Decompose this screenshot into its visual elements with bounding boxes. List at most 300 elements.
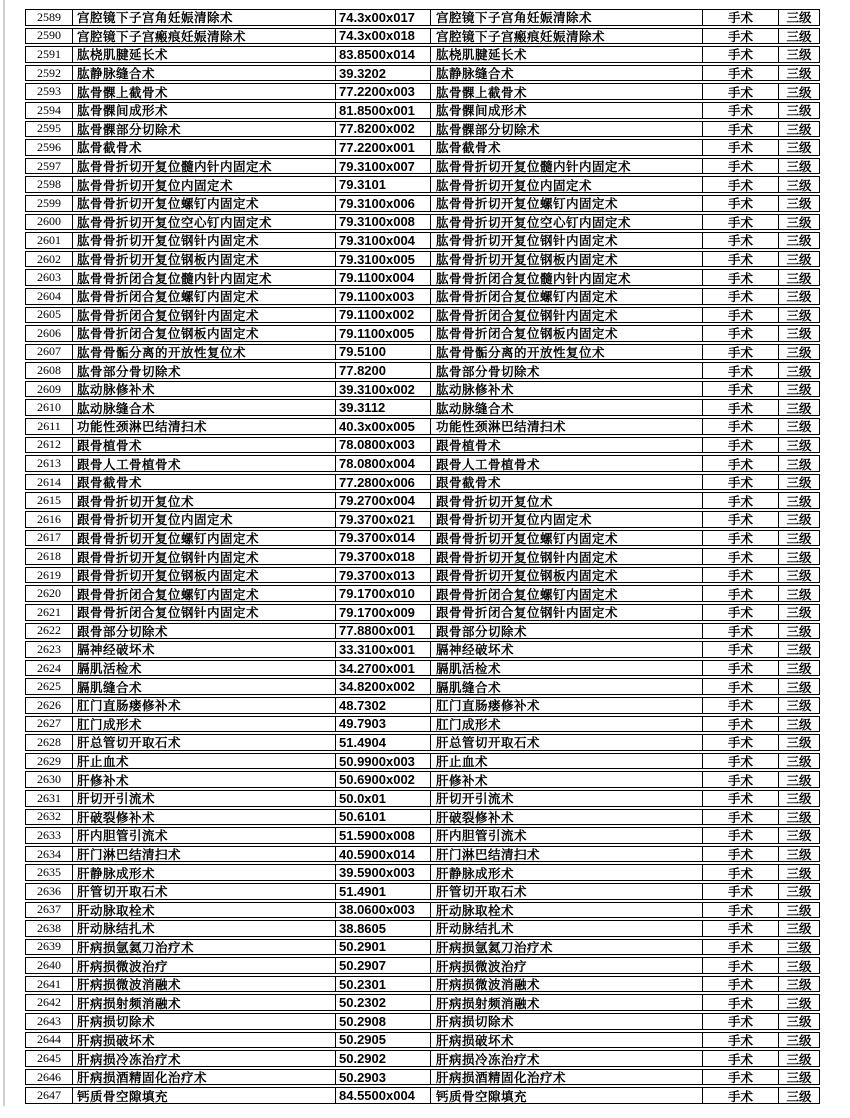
procedure-code: 39.3112 [335,400,430,415]
procedure-name-repeat: 肱骨骨骺分离的开放性复位术 [430,345,702,360]
category-cell: 手术 [702,103,778,118]
level-cell: 三级 [778,549,819,564]
row-number: 2620 [37,586,61,601]
level-cell: 三级 [778,1051,819,1066]
row-number: 2596 [37,140,61,154]
category-cell: 手术 [702,1014,778,1029]
procedure-name-repeat: 肱骨髁间成形术 [430,103,702,118]
category-cell: 手术 [702,1033,778,1048]
procedure-code: 79.5100 [335,345,430,360]
row-number: 2594 [37,102,61,117]
category-cell: 手术 [702,679,778,694]
procedure-code: 79.1700x009 [335,605,430,620]
table-row [25,864,820,881]
procedure-code: 50.6900x002 [335,772,430,787]
procedure-name: 肝病损破坏术 [72,1033,335,1048]
procedure-name: 宫腔镜下子宫角妊娠清除术 [72,10,335,25]
row-number: 2642 [37,995,61,1010]
procedure-name-repeat: 肱骨骨折切开复位钢针内固定术 [430,233,702,248]
procedure-name-repeat: 肝管切开取石术 [430,884,702,899]
procedure-code: 79.3100x005 [335,252,430,267]
level-cell: 三级 [778,122,819,137]
category-cell: 手术 [702,717,778,732]
table-row [25,307,820,324]
level-cell: 三级 [778,512,819,527]
procedure-name-repeat: 肝病损破坏术 [430,1033,702,1048]
category-cell: 手术 [702,958,778,973]
procedure-name-repeat: 肱桡肌腱延长术 [430,47,702,62]
level-cell: 三级 [778,233,819,248]
procedure-name-repeat: 肱骨骨折切开复位空心钉内固定术 [430,215,702,230]
procedure-name-repeat: 肱骨骨折切开复位螺钉内固定术 [430,196,702,211]
procedure-name-repeat: 跟骨部分切除术 [430,624,702,639]
level-cell: 三级 [778,531,819,546]
procedure-code: 77.8800x001 [335,624,430,639]
level-cell: 三级 [778,1070,819,1085]
level-cell: 三级 [778,475,819,490]
table-row [25,1069,820,1086]
category-cell: 手术 [702,735,778,750]
category-cell: 手术 [702,977,778,992]
category-cell: 手术 [702,568,778,583]
procedure-name: 跟骨骨折切开复位钢板内固定术 [72,568,335,583]
procedure-name-repeat: 肝动脉取栓术 [430,903,702,918]
procedure-name: 跟骨骨折切开复位内固定术 [72,512,335,527]
procedure-name: 肱动脉修补术 [72,382,335,397]
procedure-name-repeat: 肝病损酒精固化治疗术 [430,1070,702,1085]
procedure-name: 肝动脉取栓术 [72,903,335,918]
category-cell: 手术 [702,289,778,304]
level-cell: 三级 [778,642,819,657]
procedure-code: 79.3100x004 [335,233,430,248]
category-cell: 手术 [702,29,778,44]
procedure-code: 50.2907 [335,958,430,973]
level-cell: 三级 [778,679,819,694]
table-row [25,46,820,63]
procedure-code: 79.3100x008 [335,215,430,230]
row-number: 2625 [37,679,61,694]
procedure-name: 肱骨骨折闭合复位髓内针内固定术 [72,270,335,285]
row-number: 2634 [37,846,61,861]
procedure-name: 跟骨骨折切开复位钢针内固定术 [72,549,335,564]
category-cell: 手术 [702,605,778,620]
procedure-code: 50.2903 [335,1070,430,1085]
procedure-code: 79.1100x004 [335,270,430,285]
procedure-name-repeat: 肝静脉成形术 [430,865,702,880]
category-cell: 手术 [702,122,778,137]
procedure-name: 钙质骨空隙填充 [72,1088,335,1103]
procedure-name-repeat: 肱骨骨折闭合复位螺钉内固定术 [430,289,702,304]
table-row [25,9,820,26]
procedure-code: 79.3101 [335,177,430,192]
row-number: 2630 [37,772,61,787]
procedure-code: 50.6101 [335,810,430,825]
level-cell: 三级 [778,159,819,174]
level-cell: 三级 [778,308,819,323]
table-row [25,771,820,788]
procedure-code: 79.1700x010 [335,586,430,601]
table-row [25,269,820,286]
procedure-code: 79.1100x003 [335,289,430,304]
table-row [25,604,820,621]
category-cell: 手术 [702,828,778,843]
procedure-code: 38.0600x003 [335,903,430,918]
table-row [25,344,820,361]
category-cell: 手术 [702,642,778,657]
level-cell: 三级 [778,847,819,862]
procedure-code: 50.2908 [335,1014,430,1029]
level-cell: 三级 [778,624,819,639]
row-number: 2647 [37,1088,61,1103]
procedure-code: 38.8605 [335,921,430,936]
row-number: 2626 [37,697,61,712]
procedure-code: 81.8500x001 [335,103,430,118]
procedure-name: 跟骨骨折闭合复位螺钉内固定术 [72,586,335,601]
level-cell: 三级 [778,772,819,787]
level-cell: 三级 [778,717,819,732]
procedure-code: 33.3100x001 [335,642,430,657]
procedure-name: 肱骨骨折切开复位钢针内固定术 [72,233,335,248]
procedure-code: 79.3700x018 [335,549,430,564]
row-number: 2606 [37,326,61,340]
category-cell: 手术 [702,47,778,62]
level-cell: 三级 [778,903,819,918]
level-cell: 三级 [778,828,819,843]
level-cell: 三级 [778,400,819,415]
table-row [25,734,820,751]
category-cell: 手术 [702,308,778,323]
category-cell: 手术 [702,159,778,174]
procedure-name: 肱骨部分骨切除术 [72,363,335,378]
table-row [25,288,820,305]
procedure-code: 78.0800x004 [335,456,430,471]
category-cell: 手术 [702,400,778,415]
procedure-code: 39.3100x002 [335,382,430,397]
table-row [25,214,820,231]
procedure-name-repeat: 肱骨骨折切开复位内固定术 [430,177,702,192]
table-row [25,809,820,826]
procedure-name-repeat: 肱动脉修补术 [430,382,702,397]
level-cell: 三级 [778,363,819,378]
row-number: 2593 [37,84,61,99]
procedure-name-repeat: 肝止血术 [430,754,702,769]
level-cell: 三级 [778,754,819,769]
category-cell: 手术 [702,847,778,862]
table-row [25,753,820,770]
procedure-code: 34.2700x001 [335,661,430,676]
category-cell: 手术 [702,754,778,769]
table-row [25,585,820,602]
category-cell: 手术 [702,363,778,378]
level-cell: 三级 [778,605,819,620]
level-cell: 三级 [778,1014,819,1029]
procedure-name: 肛门直肠瘘修补术 [72,698,335,713]
category-cell: 手术 [702,438,778,453]
procedure-code: 34.8200x002 [335,679,430,694]
level-cell: 三级 [778,419,819,434]
table-row [25,399,820,416]
category-cell: 手术 [702,1088,778,1103]
table-row [25,437,820,454]
procedure-name: 肱骨髁间成形术 [72,103,335,118]
row-number: 2590 [37,28,61,43]
table-row [25,623,820,640]
procedure-name-repeat: 跟骨骨折切开复位螺钉内固定术 [430,531,702,546]
procedure-name: 跟骨部分切除术 [72,624,335,639]
procedure-name-repeat: 肝切开引流术 [430,791,702,806]
procedure-name-repeat: 肝破裂修补术 [430,810,702,825]
procedure-name-repeat: 肱静脉缝合术 [430,66,702,81]
row-number: 2598 [37,177,61,192]
row-number: 2631 [37,790,61,805]
procedure-code: 79.3100x007 [335,159,430,174]
procedure-name: 肝病损冷冻治疗术 [72,1051,335,1066]
row-number: 2589 [37,10,61,24]
row-number: 2640 [37,958,61,973]
table-row [25,381,820,398]
row-number: 2607 [37,344,61,359]
table-row [25,846,820,863]
procedure-code: 79.2700x004 [335,493,430,508]
procedure-name: 肱骨骨折闭合复位螺钉内固定术 [72,289,335,304]
procedure-name-repeat: 肱骨骨折闭合复位钢板内固定术 [430,326,702,341]
table-row [25,325,820,342]
procedure-code: 40.5900x014 [335,847,430,862]
procedure-name-repeat: 肱骨骨折闭合复位钢针内固定术 [430,308,702,323]
procedure-name: 跟骨人工骨植骨术 [72,456,335,471]
procedure-name-repeat: 肝病损射频消融术 [430,995,702,1010]
level-cell: 三级 [778,10,819,25]
level-cell: 三级 [778,884,819,899]
procedure-name-repeat: 跟骨骨折闭合复位钢针内固定术 [430,605,702,620]
level-cell: 三级 [778,196,819,211]
procedure-name: 肱骨髁部分切除术 [72,122,335,137]
level-cell: 三级 [778,865,819,880]
procedure-name: 肝静脉成形术 [72,865,335,880]
procedure-code: 84.5500x004 [335,1088,430,1103]
procedure-name-repeat: 肛门直肠瘘修补术 [430,698,702,713]
procedure-code: 79.3700x021 [335,512,430,527]
row-number: 2614 [37,474,61,489]
procedure-name: 肝病损微波治疗 [72,958,335,973]
level-cell: 三级 [778,995,819,1010]
table-row [25,920,820,937]
procedure-name-repeat: 跟骨植骨术 [430,438,702,453]
procedure-code: 50.9900x003 [335,754,430,769]
procedure-name: 肱骨骨折切开复位髓内针内固定术 [72,159,335,174]
procedure-name: 肝病损微波消融术 [72,977,335,992]
table-row [25,455,820,472]
table-row [25,418,820,435]
table-row [25,492,820,509]
procedure-name-repeat: 肱骨部分骨切除术 [430,363,702,378]
level-cell: 三级 [778,252,819,267]
procedure-name-repeat: 肝门淋巴结清扫术 [430,847,702,862]
level-cell: 三级 [778,791,819,806]
row-number: 2627 [37,716,61,731]
category-cell: 手术 [702,475,778,490]
procedure-name-repeat: 肝内胆管引流术 [430,828,702,843]
row-number: 2628 [37,735,61,749]
procedure-name-repeat: 肱骨骨折切开复位钢板内固定术 [430,252,702,267]
procedure-name: 肱动脉缝合术 [72,400,335,415]
category-cell: 手术 [702,940,778,955]
category-cell: 手术 [702,10,778,25]
procedure-name-repeat: 功能性颈淋巴结清扫术 [430,419,702,434]
table-row [25,827,820,844]
level-cell: 三级 [778,84,819,99]
table-row [25,176,820,193]
procedure-code: 50.2902 [335,1051,430,1066]
procedure-name-repeat: 跟骨骨折切开复位内固定术 [430,512,702,527]
row-number: 2591 [37,47,61,61]
procedure-name: 肱骨骨折切开复位钢板内固定术 [72,252,335,267]
category-cell: 手术 [702,177,778,192]
procedure-name-repeat: 肝病损切除术 [430,1014,702,1029]
row-number: 2633 [37,828,61,842]
category-cell: 手术 [702,270,778,285]
procedure-code: 51.4901 [335,884,430,899]
level-cell: 三级 [778,289,819,304]
procedure-name: 肱骨骨折切开复位内固定术 [72,177,335,192]
category-cell: 手术 [702,512,778,527]
procedure-name: 肱骨骨折切开复位空心钉内固定术 [72,215,335,230]
row-number: 2595 [37,121,61,136]
procedure-code: 77.8200 [335,363,430,378]
procedure-name: 肝门淋巴结清扫术 [72,847,335,862]
procedure-name-repeat: 肝病损微波治疗 [430,958,702,973]
procedure-name-repeat: 肱骨髁部分切除术 [430,122,702,137]
table-row [25,939,820,956]
procedure-code: 51.5900x008 [335,828,430,843]
procedure-name: 肝病损氩氦刀治疗术 [72,940,335,955]
category-cell: 手术 [702,252,778,267]
procedure-code: 50.2301 [335,977,430,992]
table-row [25,883,820,900]
procedure-name: 跟骨植骨术 [72,438,335,453]
table-row [25,1013,820,1030]
table-row [25,567,820,584]
procedure-name-repeat: 肝修补术 [430,772,702,787]
table-row [25,139,820,156]
category-cell: 手术 [702,549,778,564]
procedure-code: 39.3202 [335,66,430,81]
table-row [25,362,820,379]
procedure-name: 肱骨髁上截骨术 [72,84,335,99]
row-number: 2599 [37,195,61,210]
procedure-name-repeat: 肝病损微波消融术 [430,977,702,992]
category-cell: 手术 [702,493,778,508]
row-number: 2597 [37,158,61,173]
row-number: 2601 [37,233,61,247]
procedure-name-repeat: 肝病损氩氦刀治疗术 [430,940,702,955]
table-row [25,957,820,974]
level-cell: 三级 [778,493,819,508]
row-number: 2619 [37,567,61,582]
category-cell: 手术 [702,1051,778,1066]
page-edge-artifact [3,0,5,1106]
procedure-name: 肝总管切开取石术 [72,735,335,750]
row-number: 2605 [37,307,61,322]
procedure-name: 跟骨骨折闭合复位钢针内固定术 [72,605,335,620]
table-row [25,530,820,547]
procedure-code: 50.0x01 [335,791,430,806]
category-cell: 手术 [702,419,778,434]
category-cell: 手术 [702,995,778,1010]
table-row [25,660,820,677]
row-number: 2611 [37,419,61,433]
procedure-name-repeat: 肝病损冷冻治疗术 [430,1051,702,1066]
procedure-name-repeat: 膈肌活检术 [430,661,702,676]
category-cell: 手术 [702,326,778,341]
table-row [25,976,820,993]
category-cell: 手术 [702,215,778,230]
procedure-name: 肱桡肌腱延长术 [72,47,335,62]
category-cell: 手术 [702,772,778,787]
row-number: 2621 [37,605,61,619]
row-number: 2645 [37,1051,61,1066]
level-cell: 三级 [778,29,819,44]
procedure-name-repeat: 肝总管切开取石术 [430,735,702,750]
category-cell: 手术 [702,140,778,155]
table-row [25,790,820,807]
procedure-name: 肱骨骨折闭合复位钢针内固定术 [72,308,335,323]
table-row [25,697,820,714]
level-cell: 三级 [778,326,819,341]
procedure-name: 宫腔镜下子宫瘢痕妊娠清除术 [72,29,335,44]
table-row [25,83,820,100]
level-cell: 三级 [778,270,819,285]
procedure-code: 77.8200x002 [335,122,430,137]
table-row [25,28,820,45]
procedure-name: 跟骨骨折切开复位术 [72,493,335,508]
procedure-table [25,9,820,1106]
category-cell: 手术 [702,233,778,248]
table-row [25,1050,820,1067]
level-cell: 三级 [778,810,819,825]
row-number: 2638 [37,921,61,935]
table-row [25,251,820,268]
procedure-name: 膈肌活检术 [72,661,335,676]
procedure-name: 肝病损酒精固化治疗术 [72,1070,335,1085]
procedure-code: 50.2302 [335,995,430,1010]
procedure-name: 肝管切开取石术 [72,884,335,899]
level-cell: 三级 [778,921,819,936]
level-cell: 三级 [778,456,819,471]
procedure-name-repeat: 跟骨截骨术 [430,475,702,490]
level-cell: 三级 [778,698,819,713]
procedure-name-repeat: 膈神经破坏术 [430,642,702,657]
procedure-name: 跟骨截骨术 [72,475,335,490]
procedure-name: 跟骨骨折切开复位螺钉内固定术 [72,531,335,546]
row-number: 2600 [37,214,61,229]
category-cell: 手术 [702,661,778,676]
row-number: 2636 [37,883,61,898]
table-row [25,716,820,733]
procedure-code: 51.4904 [335,735,430,750]
level-cell: 三级 [778,66,819,81]
procedure-name: 肱骨骨折切开复位螺钉内固定术 [72,196,335,211]
procedure-code: 40.3x00x005 [335,419,430,434]
procedure-code: 50.2905 [335,1033,430,1048]
row-number: 2646 [37,1069,61,1084]
table-row [25,994,820,1011]
procedure-name: 功能性颈淋巴结清扫术 [72,419,335,434]
row-number: 2644 [37,1032,61,1047]
category-cell: 手术 [702,345,778,360]
level-cell: 三级 [778,215,819,230]
row-number: 2612 [37,437,61,452]
